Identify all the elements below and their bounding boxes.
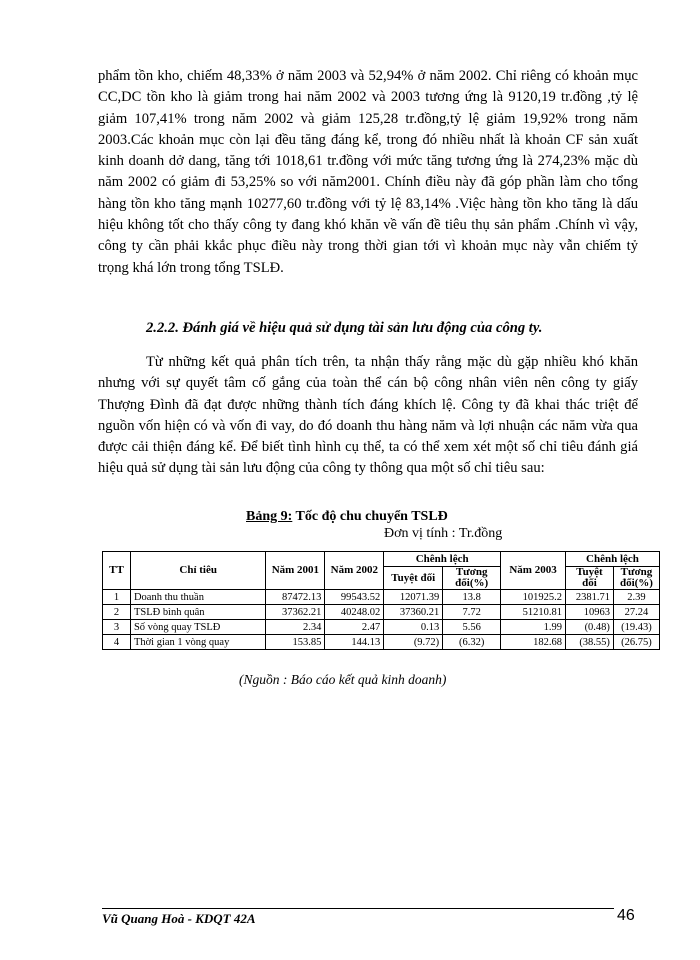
- cell-2002: 99543.52: [325, 590, 384, 605]
- cell-2003: 51210.81: [501, 605, 566, 620]
- cell-2002: 144.13: [325, 635, 384, 650]
- footer-divider: [102, 908, 614, 909]
- cell-rel-1: (6.32): [443, 635, 501, 650]
- cell-abs-1: 12071.39: [384, 590, 443, 605]
- table-row: [103, 635, 660, 650]
- page-number: 46: [617, 907, 635, 924]
- table-row: [103, 605, 660, 620]
- table-source-note: (Nguồn : Báo cáo kết quả kinh doanh): [239, 672, 447, 687]
- header-absolute-2: Tuyệt đối: [565, 567, 613, 590]
- section-heading: 2.2.2. Đánh giá về hiệu quả sử dụng tài sản lưu động của công ty.: [146, 320, 543, 336]
- cell-2003: 1.99: [501, 620, 566, 635]
- cell-2001: 37362.21: [266, 605, 325, 620]
- table-row: [103, 620, 660, 635]
- cell-indicator: Số vòng quay TSLĐ: [130, 620, 265, 635]
- header-2002: Năm 2002: [325, 552, 384, 590]
- cell-rel-2: 27.24: [613, 605, 659, 620]
- paragraph-inventory-analysis: phẩm tồn kho, chiếm 48,33% ở năm 2003 và 52,94% ở năm 2002. Chỉ riêng có khoản mục CC,DC tồn kho là giảm trong hai năm 2002 và 2003 tương ứng là 9120,19 tr.đồng ,tỷ lệ giảm 107,41% trong năm 2002 và giảm 125,28 tr.đồng,tỷ lệ giảm 19,92% trong năm 2003.Các khoản mục còn lại đều tăng đáng kể, trong đó nhiều nhất là khoản CF sản xuất kinh doanh dở dang, tăng tới 1018,61 tr.đồng với mức tăng tương ứng là 274,23% mặc dù năm 2002 có giảm đi 53,25% so với năm2001. Chính điều này đã góp phần làm cho tổng hàng tồn kho tăng mạnh 10277,60 tr.đồng với tỷ lệ 83,14% .Việc hàng tồn kho tăng là dấu hiệu không tốt cho thấy công ty đang khó khăn về vấn đề tiêu thụ sản phẩm .Chính vì vậy, công ty cần phải kkắc phục điều này trong thời gian tới vì khoản mục này vẫn chiếm tỷ trọng khá lớn trong tổng TSLĐ.: [98, 68, 638, 276]
- cell-indicator: TSLĐ bình quân: [130, 605, 265, 620]
- header-relative-1: Tương đối(%): [443, 567, 501, 590]
- cell-2003: 101925.2: [501, 590, 566, 605]
- header-relative-2: Tương đối(%): [613, 567, 659, 590]
- header-2001: Năm 2001: [266, 552, 325, 590]
- footer-author: Vũ Quang Hoà - KDQT 42A: [102, 911, 256, 926]
- cell-2003: 182.68: [501, 635, 566, 650]
- cell-tt: 1: [103, 590, 131, 605]
- cell-rel-1: 13.8: [443, 590, 501, 605]
- cell-2001: 153.85: [266, 635, 325, 650]
- cell-indicator: Thời gian 1 vòng quay: [130, 635, 265, 650]
- table-unit: Đơn vị tính : Tr.đồng: [384, 526, 503, 541]
- table-caption-title: Tốc độ chu chuyển TSLĐ: [295, 509, 448, 524]
- cell-abs-1: (9.72): [384, 635, 443, 650]
- cell-abs-2: (38.55): [565, 635, 613, 650]
- cell-rel-2: 2.39: [613, 590, 659, 605]
- table-caption: [246, 509, 448, 525]
- table-caption-label: Bảng 9:: [246, 509, 293, 524]
- header-indicator: Chỉ tiêu: [130, 552, 265, 590]
- turnover-table: [102, 551, 660, 650]
- cell-abs-2: 10963: [565, 605, 613, 620]
- cell-rel-1: 5.56: [443, 620, 501, 635]
- header-tt: TT: [103, 552, 131, 590]
- cell-abs-1: 37360.21: [384, 605, 443, 620]
- cell-tt: 4: [103, 635, 131, 650]
- cell-rel-2: (26.75): [613, 635, 659, 650]
- cell-rel-1: 7.72: [443, 605, 501, 620]
- header-diff-2003: Chênh lệch: [565, 552, 659, 567]
- cell-rel-2: (19.43): [613, 620, 659, 635]
- cell-abs-1: 0.13: [384, 620, 443, 635]
- header-absolute-1: Tuyệt đối: [384, 567, 443, 590]
- cell-abs-2: 2381.71: [565, 590, 613, 605]
- cell-2001: 87472.13: [266, 590, 325, 605]
- cell-abs-2: (0.48): [565, 620, 613, 635]
- cell-tt: 2: [103, 605, 131, 620]
- paragraph-efficiency-intro: Từ những kết quả phân tích trên, ta nhận thấy rằng mặc dù gặp nhiều khó khăn nhưng với sự quyết tâm cố gắng của toàn thể cán bộ công nhân viên nên công ty giấy Thượng Đình đã đạt được những thành tích đáng khích lệ. Công ty đã khai thác triệt để nguồn vốn hiện có và vốn đi vay, do đó doanh thu hàng năm và lợi nhuận các năm vừa qua được cải thiện đáng kể. Để biết tình hình cụ thể, ta có thể xem xét một số chỉ tiêu đánh giá hiệu quả sử dụng tài sản lưu động của công ty thông qua một số chỉ tiêu sau:: [98, 354, 638, 477]
- header-2003: Năm 2003: [501, 552, 566, 590]
- cell-2002: 2.47: [325, 620, 384, 635]
- cell-2002: 40248.02: [325, 605, 384, 620]
- table-row: [103, 590, 660, 605]
- cell-indicator: Doanh thu thuần: [130, 590, 265, 605]
- cell-2001: 2.34: [266, 620, 325, 635]
- cell-tt: 3: [103, 620, 131, 635]
- header-diff-2002: Chênh lệch: [384, 552, 501, 567]
